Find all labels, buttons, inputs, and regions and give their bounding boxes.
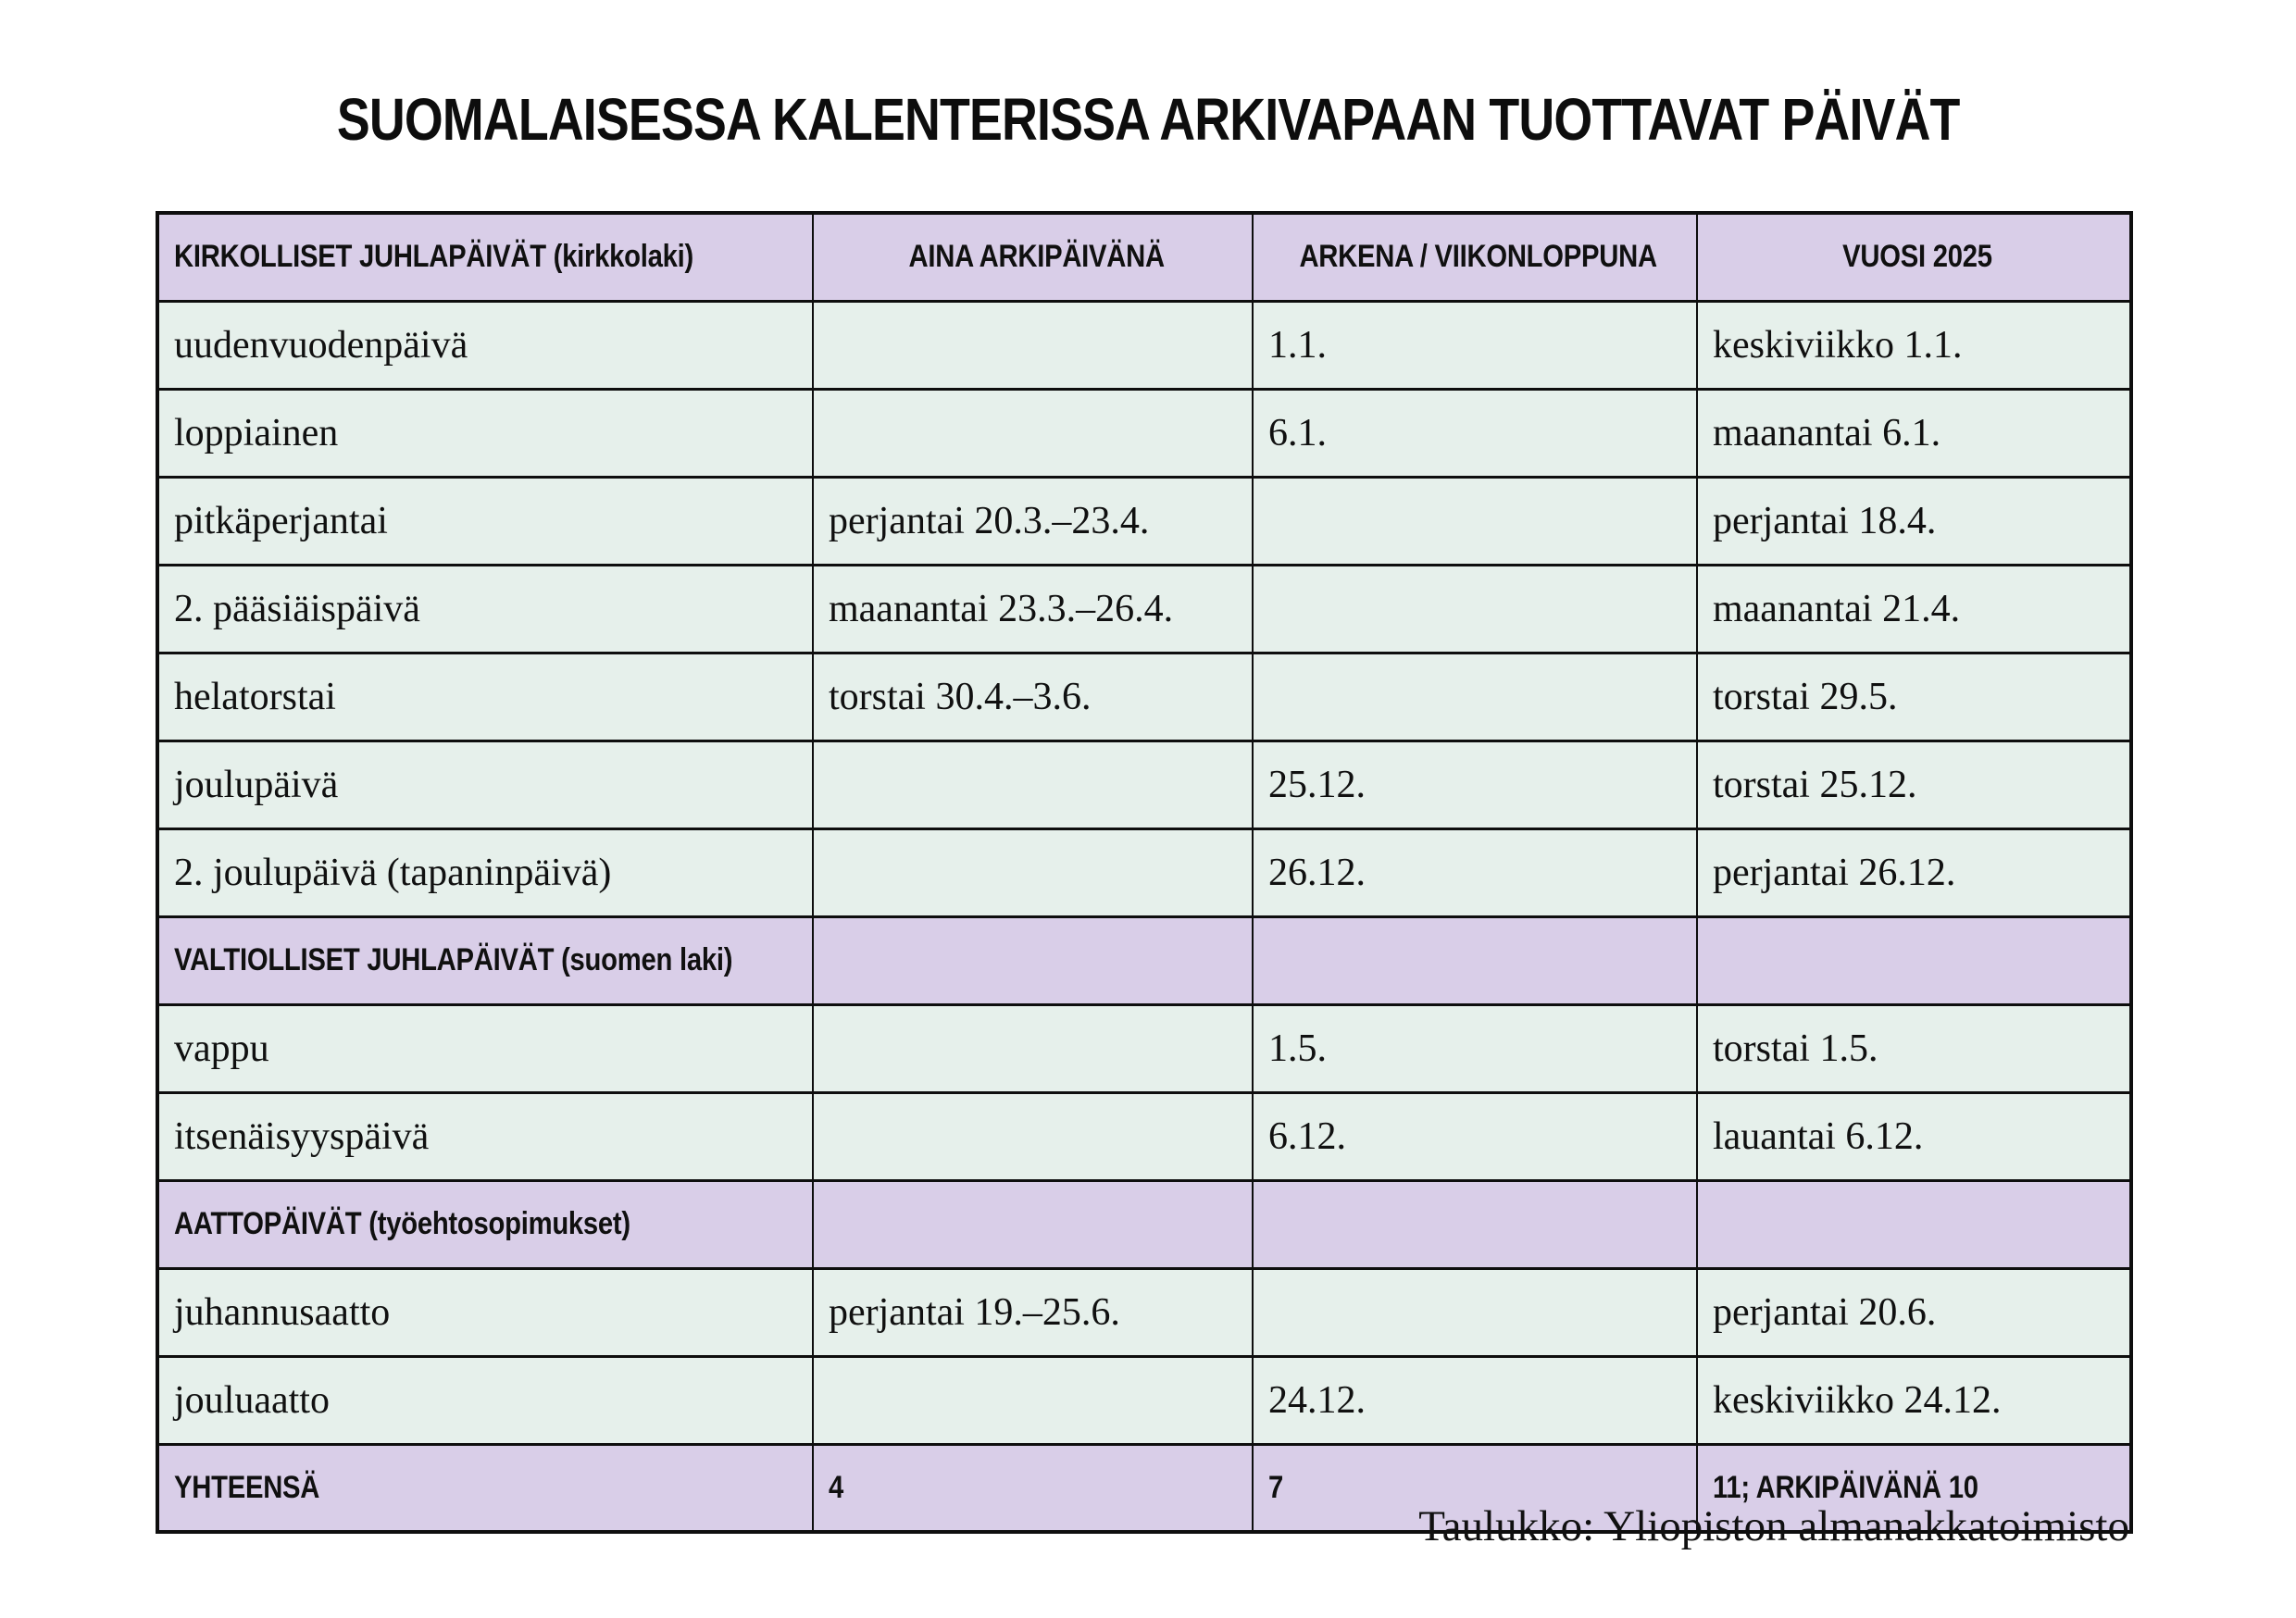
- column-header-label: KIRKOLLISET JUHLAPÄIVÄT (kirkkolaki): [174, 239, 693, 275]
- value-cell: 25.12.: [1253, 741, 1697, 828]
- holiday-table: [156, 211, 2133, 1534]
- data-row: [157, 565, 2131, 653]
- data-row: [157, 1092, 2131, 1180]
- value-cell: [1697, 1180, 2131, 1268]
- row-label-cell: helatorstai: [157, 653, 813, 741]
- value-cell: [813, 741, 1253, 828]
- column-header-year-2025: [1697, 213, 2131, 301]
- data-row: [157, 653, 2131, 741]
- header-row: [157, 213, 2131, 301]
- value-cell: [813, 1092, 1253, 1180]
- column-header-holidays: [157, 213, 813, 301]
- value-cell: [1253, 653, 1697, 741]
- row-label-cell: itsenäisyyspäivä: [157, 1092, 813, 1180]
- value-cell: [1253, 916, 1697, 1004]
- cell-text: 4: [829, 1469, 844, 1505]
- value-cell: keskiviikko 1.1.: [1697, 301, 2131, 389]
- value-cell: 1.1.: [1253, 301, 1697, 389]
- value-cell: lauantai 6.12.: [1697, 1092, 2131, 1180]
- table-credit: Taulukko: Yliopiston almanakkatoimisto: [1418, 1502, 2129, 1550]
- row-label-cell: 2. joulupäivä (tapaninpäivä): [157, 828, 813, 916]
- data-row: [157, 477, 2131, 565]
- value-cell: [813, 389, 1253, 477]
- value-cell: torstai 1.5.: [1697, 1004, 2131, 1092]
- value-cell: torstai 30.4.–3.6.: [813, 653, 1253, 741]
- data-row: [157, 1268, 2131, 1356]
- row-label-cell: loppiainen: [157, 389, 813, 477]
- value-cell: 1.5.: [1253, 1004, 1697, 1092]
- data-row: [157, 389, 2131, 477]
- value-cell: [1253, 1268, 1697, 1356]
- value-cell: 26.12.: [1253, 828, 1697, 916]
- data-row: [157, 828, 2131, 916]
- cell-text: VALTIOLLISET JUHLAPÄIVÄT (suomen laki): [174, 942, 733, 977]
- holiday-table-body: [157, 301, 2131, 1532]
- section-row: [157, 1180, 2131, 1268]
- column-header-label: ARKENA / VIIKONLOPPUNA: [1299, 239, 1658, 275]
- row-label-cell: juhannusaatto: [157, 1268, 813, 1356]
- value-cell: [813, 1356, 1253, 1444]
- value-cell: [1697, 916, 2131, 1004]
- page-title: [0, 85, 2296, 154]
- cell-text: 7: [1268, 1469, 1284, 1505]
- data-row: [157, 1356, 2131, 1444]
- data-row: [157, 1004, 2131, 1092]
- value-cell: [813, 301, 1253, 389]
- value-cell: [813, 916, 1253, 1004]
- column-header-label: VUOSI 2025: [1842, 239, 1992, 275]
- value-cell: perjantai 20.6.: [1697, 1268, 2131, 1356]
- row-label-cell: jouluaatto: [157, 1356, 813, 1444]
- value-cell: maanantai 21.4.: [1697, 565, 2131, 653]
- section-row: [157, 916, 2131, 1004]
- column-header-label: AINA ARKIPÄIVÄNÄ: [908, 239, 1165, 275]
- value-cell: [813, 1004, 1253, 1092]
- value-cell: perjantai 19.–25.6.: [813, 1268, 1253, 1356]
- row-label-cell: uudenvuodenpäivä: [157, 301, 813, 389]
- row-label-cell: joulupäivä: [157, 741, 813, 828]
- cell-text: 11; ARKIPÄIVÄNÄ 10: [1713, 1469, 1978, 1505]
- value-cell: 24.12.: [1253, 1356, 1697, 1444]
- value-cell: [813, 828, 1253, 916]
- value-cell: 6.1.: [1253, 389, 1697, 477]
- value-cell: torstai 25.12.: [1697, 741, 2131, 828]
- holiday-table-header: [157, 213, 2131, 301]
- row-label-cell: 2. pääsiäispäivä: [157, 565, 813, 653]
- value-cell: [1253, 477, 1697, 565]
- cell-text: AATTOPÄIVÄT (työehtosopimukset): [174, 1206, 630, 1241]
- row-label-cell: [157, 916, 813, 1004]
- cell-text: YHTEENSÄ: [174, 1469, 320, 1505]
- value-cell: [1253, 1180, 1697, 1268]
- column-header-always-weekday: [813, 213, 1253, 301]
- value-cell: perjantai 26.12.: [1697, 828, 2131, 916]
- row-label-cell: pitkäperjantai: [157, 477, 813, 565]
- value-cell: torstai 29.5.: [1697, 653, 2131, 741]
- value-cell: maanantai 6.1.: [1697, 389, 2131, 477]
- value-cell: perjantai 18.4.: [1697, 477, 2131, 565]
- value-cell: [1253, 565, 1697, 653]
- row-label-cell: [157, 1180, 813, 1268]
- value-cell: 6.12.: [1253, 1092, 1697, 1180]
- data-row: [157, 741, 2131, 828]
- value-cell: maanantai 23.3.–26.4.: [813, 565, 1253, 653]
- value-cell: [813, 1180, 1253, 1268]
- column-header-weekday-or-weekend: [1253, 213, 1697, 301]
- row-label-cell: vappu: [157, 1004, 813, 1092]
- page-title-text: SUOMALAISESSA KALENTERISSA ARKIVAPAAN TUOTTAVAT PÄIVÄT: [336, 86, 1960, 153]
- data-row: [157, 301, 2131, 389]
- value-cell: perjantai 20.3.–23.4.: [813, 477, 1253, 565]
- value-cell: keskiviikko 24.12.: [1697, 1356, 2131, 1444]
